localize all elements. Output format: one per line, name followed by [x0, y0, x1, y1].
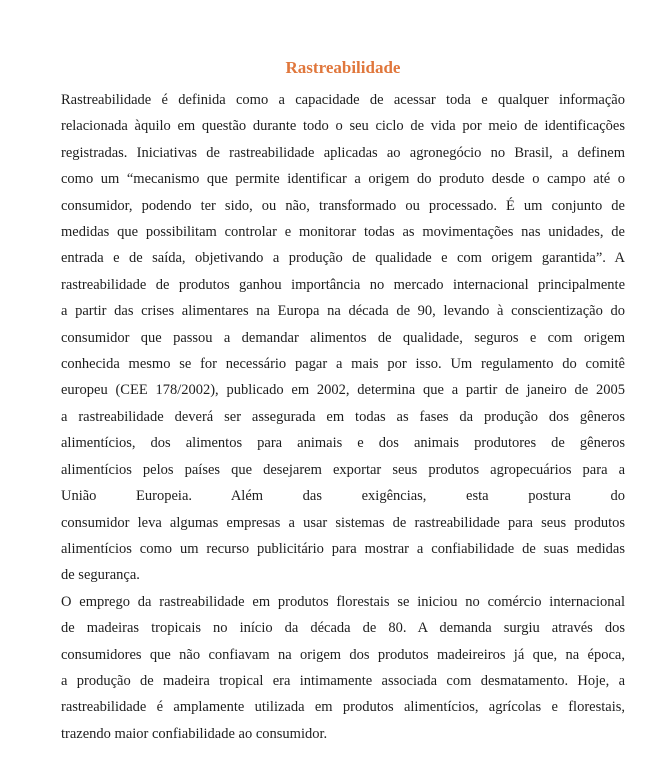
- text-line: Rastreabilidade é definida como a capacidade de acessar toda e qualquer informação: [61, 92, 625, 108]
- text-line: a rastreabilidade deverá ser assegurada em todas as fases da produção dos gêneros: [61, 408, 625, 425]
- text-line: medidas que possibilitam controlar e monitorar todas as movimentações nas unidades, de: [61, 224, 625, 241]
- text-line: registradas. Iniciativas de rastreabilidade aplicadas ao agronegócio no Brasil, a definem: [61, 144, 625, 161]
- text-line: a produção de madeira tropical era intimamente associada com desmatamento. Hoje, a: [61, 672, 625, 689]
- text-line: conhecida mesmo se for necessário pagar a mais por isso. Um regulamento do comitê: [61, 356, 625, 373]
- text-line: consumidores que não confiavam na origem dos produtos madeireiros já que, na época,: [61, 646, 625, 663]
- text-line: trazendo maior confiabilidade ao consumidor.: [61, 725, 328, 742]
- paragraph: [61, 589, 625, 747]
- text-line: alimentícios como um recurso publicitário para mostrar a confiabilidade de suas medidas: [61, 540, 625, 557]
- text-line: alimentícios, dos alimentos para animais e dos animais produtores de gêneros: [61, 435, 625, 452]
- text-line: rastreabilidade é amplamente utilizada em produtos alimentícios, agrícolas e florestais,: [61, 699, 625, 716]
- text-line: União Europeia. Além das exigências, esta postura do: [61, 488, 625, 505]
- text-line: consumidor leva algumas empresas a usar sistemas de rastreabilidade para seus produtos: [61, 514, 625, 531]
- document-body: [61, 87, 625, 747]
- paragraph: [61, 87, 625, 589]
- text-line: de madeiras tropicais no início da década de 80. A demanda surgiu através dos: [61, 620, 625, 637]
- text-line: como um “mecanismo que permite identificar a origem do produto desde o campo até o: [61, 171, 625, 188]
- text-line: consumidor que passou a demandar alimentos de qualidade, seguros e com origem: [61, 329, 625, 346]
- text-line: europeu (CEE 178/2002), publicado em 2002, determina que a partir de janeiro de 2005: [61, 382, 625, 399]
- page-title: Rastreabilidade: [285, 58, 401, 77]
- text-line: O emprego da rastreabilidade em produtos florestais se iniciou no comércio internacional: [61, 593, 625, 610]
- text-line: entrada e de saída, objetivando a produção de qualidade e com origem garantida”. A: [61, 250, 625, 267]
- text-line: a partir das crises alimentares na Europa na década de 90, levando à conscientização do: [61, 303, 625, 320]
- text-line: de segurança.: [61, 567, 140, 584]
- text-line: alimentícios pelos países que desejarem exportar seus produtos agropecuários para a: [61, 461, 625, 478]
- text-line: rastreabilidade de produtos ganhou importância no mercado internacional principalmente: [61, 276, 625, 293]
- text-line: relacionada àquilo em questão durante todo o seu ciclo de vida por meio de identificações: [61, 118, 625, 135]
- text-line: consumidor, podendo ter sido, ou não, transformado ou processado. É um conjunto de: [61, 197, 625, 214]
